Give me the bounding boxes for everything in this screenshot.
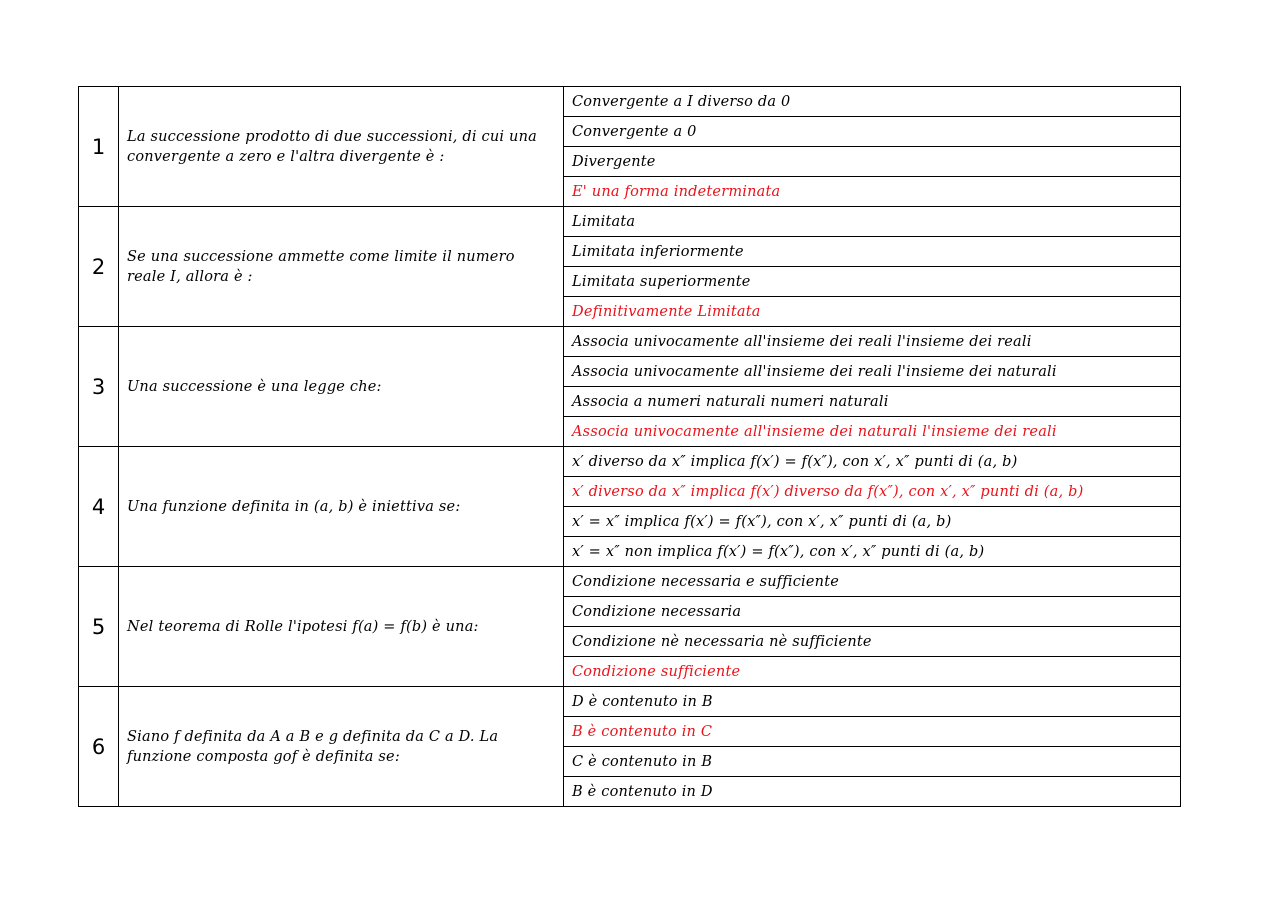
question-text: Una successione è una legge che: [119,327,564,447]
quiz-table [78,86,1181,807]
answer-option: B è contenuto in D [564,777,1181,807]
answer-option: x′ diverso da x″ implica f(x′) = f(x″), con x′, x″ punti di (a, b) [564,447,1181,477]
answer-option-correct: x′ diverso da x″ implica f(x′) diverso da f(x″), con x′, x″ punti di (a, b) [564,477,1181,507]
answer-option: Limitata superiormente [564,267,1181,297]
answer-option: Limitata [564,207,1181,237]
table-row [79,87,1181,117]
question-number: 6 [79,687,119,807]
answer-option: C è contenuto in B [564,747,1181,777]
answer-option: D è contenuto in B [564,687,1181,717]
question-text: Nel teorema di Rolle l'ipotesi f(a) = f(b) è una: [119,567,564,687]
table-row [79,327,1181,357]
question-number: 3 [79,327,119,447]
question-text: Siano f definita da A a B e g definita da C a D. La funzione composta gof è definita se: [119,687,564,807]
answer-option-correct: Definitivamente Limitata [564,297,1181,327]
answer-option: x′ = x″ implica f(x′) = f(x″), con x′, x″ punti di (a, b) [564,507,1181,537]
answer-option: Limitata inferiormente [564,237,1181,267]
table-row [79,687,1181,717]
question-text: La successione prodotto di due successioni, di cui una convergente a zero e l'altra divergente è : [119,87,564,207]
answer-option: Condizione necessaria e sufficiente [564,567,1181,597]
question-number: 2 [79,207,119,327]
answer-option: Condizione necessaria [564,597,1181,627]
table-row [79,567,1181,597]
answer-option-correct: Associa univocamente all'insieme dei naturali l'insieme dei reali [564,417,1181,447]
question-number: 5 [79,567,119,687]
question-number: 4 [79,447,119,567]
question-text: Una funzione definita in (a, b) è iniettiva se: [119,447,564,567]
answer-option: Associa univocamente all'insieme dei reali l'insieme dei reali [564,327,1181,357]
answer-option-correct: Condizione sufficiente [564,657,1181,687]
answer-option: Condizione nè necessaria nè sufficiente [564,627,1181,657]
quiz-table-body [79,87,1181,807]
answer-option: Divergente [564,147,1181,177]
answer-option-correct: E' una forma indeterminata [564,177,1181,207]
answer-option: Associa a numeri naturali numeri naturali [564,387,1181,417]
question-text: Se una successione ammette come limite il numero reale I, allora è : [119,207,564,327]
answer-option: Convergente a I diverso da 0 [564,87,1181,117]
answer-option-correct: B è contenuto in C [564,717,1181,747]
table-row [79,447,1181,477]
answer-option: Convergente a 0 [564,117,1181,147]
question-number: 1 [79,87,119,207]
answer-option: Associa univocamente all'insieme dei reali l'insieme dei naturali [564,357,1181,387]
answer-option: x′ = x″ non implica f(x′) = f(x″), con x′, x″ punti di (a, b) [564,537,1181,567]
table-row [79,207,1181,237]
